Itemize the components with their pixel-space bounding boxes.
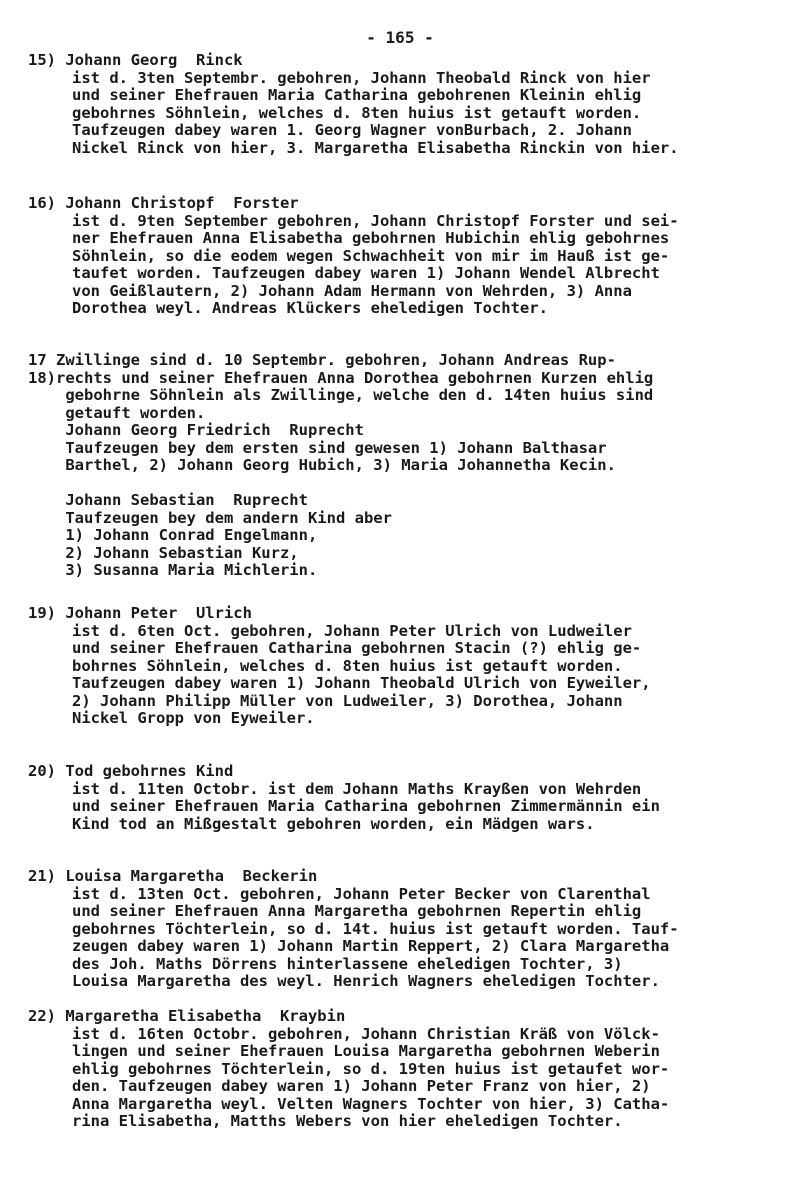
entry-line: gebohrnes Söhnlein, welches d. 8ten huius ist getauft worden. xyxy=(72,103,642,122)
entry-heading: 15) Johann Georg Rinck xyxy=(28,51,243,69)
baptism-entry-19 xyxy=(28,605,788,728)
baptism-entry-17-18 xyxy=(28,352,788,580)
entry-line: Louisa Margaretha des weyl. Henrich Wagners eheledigen Tochter. xyxy=(72,972,660,990)
entry-line: und seiner Ehefrauen Maria Catharina gebohrenen Kleinin ehlig xyxy=(72,86,642,104)
entry-line: und seiner Ehefrauen Maria Catharina gebohrnen Zimmermännin ein xyxy=(72,797,660,815)
entry-line: Taufzeugen dabey waren 1. Georg Wagner vonBurbach, 2. Johann xyxy=(72,121,632,139)
entry-line: 3) Susanna Maria Michlerin. xyxy=(28,561,318,579)
entry-line: gebohrne Söhnlein als Zwillinge, welche den d. 14ten huius sind xyxy=(28,386,654,404)
entry-line: Kind tod an Mißgestalt gebohren worden, ein Mädgen wars. xyxy=(72,814,595,833)
baptism-entry-16 xyxy=(28,195,788,318)
entry-line: und seiner Ehefrauen Catharina gebohrnen Stacin (?) ehlig ge- xyxy=(72,639,642,657)
entry-line: ist d. 6ten Oct. gebohren, Johann Peter Ulrich von Ludweiler xyxy=(72,621,632,640)
entry-line: ist d. 11ten Octobr. ist dem Johann Maths Krayßen von Wehrden xyxy=(72,779,642,798)
entry-line: von Geißlautern, 2) Johann Adam Hermann von Wehrden, 3) Anna xyxy=(72,281,632,300)
entry-line: Taufzeugen bey dem andern Kind aber xyxy=(28,508,392,527)
entry-heading: 20) Tod gebohrnes Kind xyxy=(28,762,234,780)
entry-line: und seiner Ehefrauen Anna Margaretha gebohrnen Repertin ehlig xyxy=(72,902,642,920)
entry-line: des Joh. Maths Dörrens hinterlassene eheledigen Tochter, 3) xyxy=(72,954,623,973)
entry-line: 2) Johann Philipp Müller von Ludweiler, 3) Dorothea, Johann xyxy=(72,691,623,710)
entry-line: rina Elisabetha, Matths Webers von hier eheledigen Tochter. xyxy=(72,1112,623,1130)
baptism-entry-15 xyxy=(28,52,788,157)
entry-line: ist d. 9ten September gebohren, Johann Christopf Forster und sei- xyxy=(72,211,679,230)
entry-line: Barthel, 2) Johann Georg Hubich, 3) Maria Johannetha Kecin. xyxy=(28,456,616,474)
entry-line: ehlig gebohrnes Töchterlein, so d. 19ten huius ist getaufet wor- xyxy=(72,1059,670,1078)
entry-line: taufet worden. Taufzeugen dabey waren 1) Johann Wendel Albrecht xyxy=(72,264,660,282)
entry-line: 1) Johann Conrad Engelmann, xyxy=(28,526,318,544)
baptism-entry-21 xyxy=(28,868,788,991)
page-number: - 165 - xyxy=(366,28,434,47)
entry-line: ist d. 13ten Oct. gebohren, Johann Peter Becker von Clarenthal xyxy=(72,884,651,903)
baptism-entry-22 xyxy=(28,1008,788,1131)
entry-line: Johann Georg Friedrich Ruprecht xyxy=(28,421,364,439)
entry-line: ist d. 3ten Septembr. gebohren, Johann Theobald Rinck von hier xyxy=(72,68,651,87)
entry-heading: 21) Louisa Margaretha Beckerin xyxy=(28,867,318,885)
entry-heading: 16) Johann Christopf Forster xyxy=(28,194,299,212)
death-entry-20 xyxy=(28,763,788,833)
entry-line: gebohrnes Töchterlein, so d. 14t. huius ist getauft worden. Tauf- xyxy=(72,919,679,938)
entry-line: Johann Sebastian Ruprecht xyxy=(28,491,308,509)
entry-heading: 17 Zwillinge sind d. 10 Septembr. gebohren, Johann Andreas Rup- xyxy=(28,351,616,369)
entry-line: Nickel Gropp von Eyweiler. xyxy=(72,709,315,727)
entry-line: bohrnes Söhnlein, welches d. 8ten huius ist getauft worden. xyxy=(72,656,623,675)
entry-line: 2) Johann Sebastian Kurz, xyxy=(28,543,299,562)
entry-line: Dorothea weyl. Andreas Klückers eheledigen Tochter. xyxy=(72,299,548,317)
entry-heading: 22) Margaretha Elisabetha Kraybin xyxy=(28,1007,346,1025)
entry-heading: 19) Johann Peter Ulrich xyxy=(28,604,252,622)
entry-line: ist d. 16ten Octobr. gebohren, Johann Christian Kräß von Völck- xyxy=(72,1024,660,1043)
entry-spacer xyxy=(28,475,788,493)
entry-line: Söhnlein, so die eodem wegen Schwachheit von mir im Hauß ist ge- xyxy=(72,246,670,265)
entry-line: 18)rechts und seiner Ehefrauen Anna Dorothea gebohrnen Kurzen ehlig xyxy=(28,368,654,387)
entry-line: lingen und seiner Ehefrauen Louisa Margaretha gebohrnen Weberin xyxy=(72,1042,660,1060)
entry-line: Taufzeugen dabey waren 1) Johann Theobald Ulrich von Eyweiler, xyxy=(72,674,651,692)
entry-line: Taufzeugen bey dem ersten sind gewesen 1) Johann Balthasar xyxy=(28,438,607,457)
entry-line: zeugen dabey waren 1) Johann Martin Reppert, 2) Clara Margaretha xyxy=(72,937,670,955)
entry-line: Nickel Rinck von hier, 3. Margaretha Elisabetha Rinckin von hier. xyxy=(72,138,679,157)
entry-line: Anna Margaretha weyl. Velten Wagners Tochter von hier, 3) Catha- xyxy=(72,1094,670,1113)
entry-line: getauft worden. xyxy=(28,403,206,422)
entry-line: ner Ehefrauen Anna Elisabetha gebohrnen Hubichin ehlig gebohrnes xyxy=(72,229,670,247)
entry-line: den. Taufzeugen dabey waren 1) Johann Peter Franz von hier, 2) xyxy=(72,1077,651,1095)
